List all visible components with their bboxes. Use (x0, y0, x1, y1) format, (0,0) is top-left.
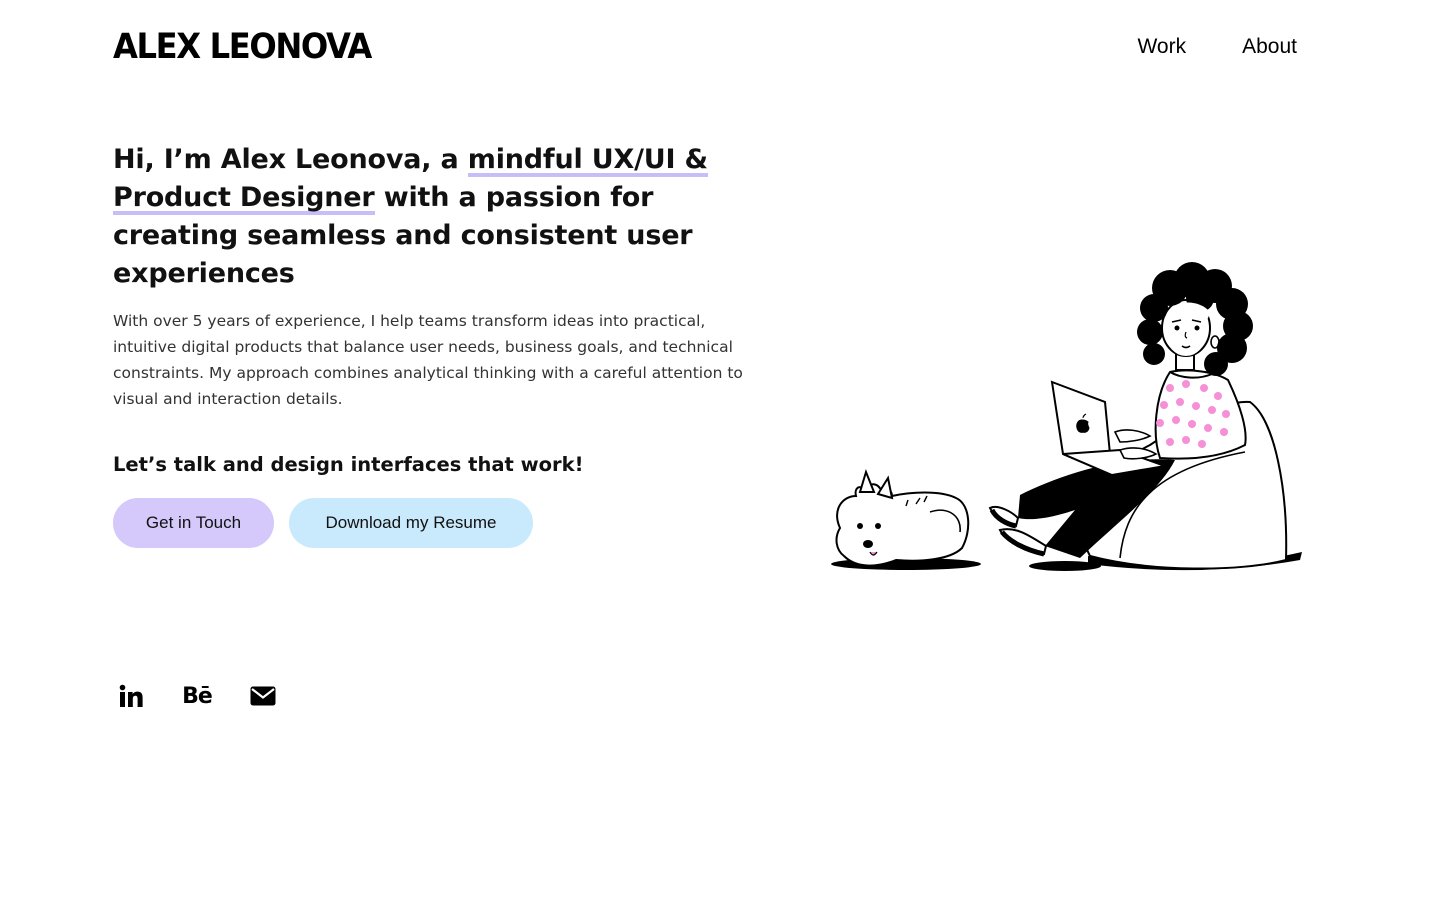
mail-icon[interactable] (245, 678, 281, 714)
hero-headline (113, 141, 753, 293)
site-logo[interactable]: ALEX LEONOVA (113, 27, 371, 67)
behance-label: Bē (182, 683, 212, 709)
nav-link-work[interactable]: Work (1137, 35, 1187, 58)
nav-link-about[interactable]: About (1242, 35, 1297, 58)
social-links (113, 678, 311, 714)
headline-intro: Hi, I’m Alex Leonova, a (113, 144, 468, 175)
dog (837, 472, 969, 566)
woman-laptop-dog-icon (820, 260, 1310, 590)
headline-highlight: mindful UX/UI & Product Designer (113, 144, 708, 213)
headline-rest: with a passion for creating seamless and consistent user experiences (113, 182, 693, 289)
linkedin-icon[interactable] (113, 678, 149, 714)
get-in-touch-button[interactable]: Get in Touch (113, 498, 274, 548)
main-nav (1137, 34, 1297, 60)
envelope-glyph (250, 686, 276, 706)
behance-icon[interactable] (179, 678, 215, 714)
download-resume-button[interactable]: Download my Resume (289, 498, 533, 548)
hero-intro: With over 5 years of experience, I help teams transform ideas into practical, intuitive digital products that balance user needs, business goals, and technical constraints. My approach combines analytical thinking with a careful attention to visual and interaction details. (113, 312, 743, 408)
linkedin-glyph (119, 684, 143, 708)
cta-heading: Let’s talk and design interfaces that work! (113, 453, 584, 476)
hero-illustration (820, 260, 1310, 590)
